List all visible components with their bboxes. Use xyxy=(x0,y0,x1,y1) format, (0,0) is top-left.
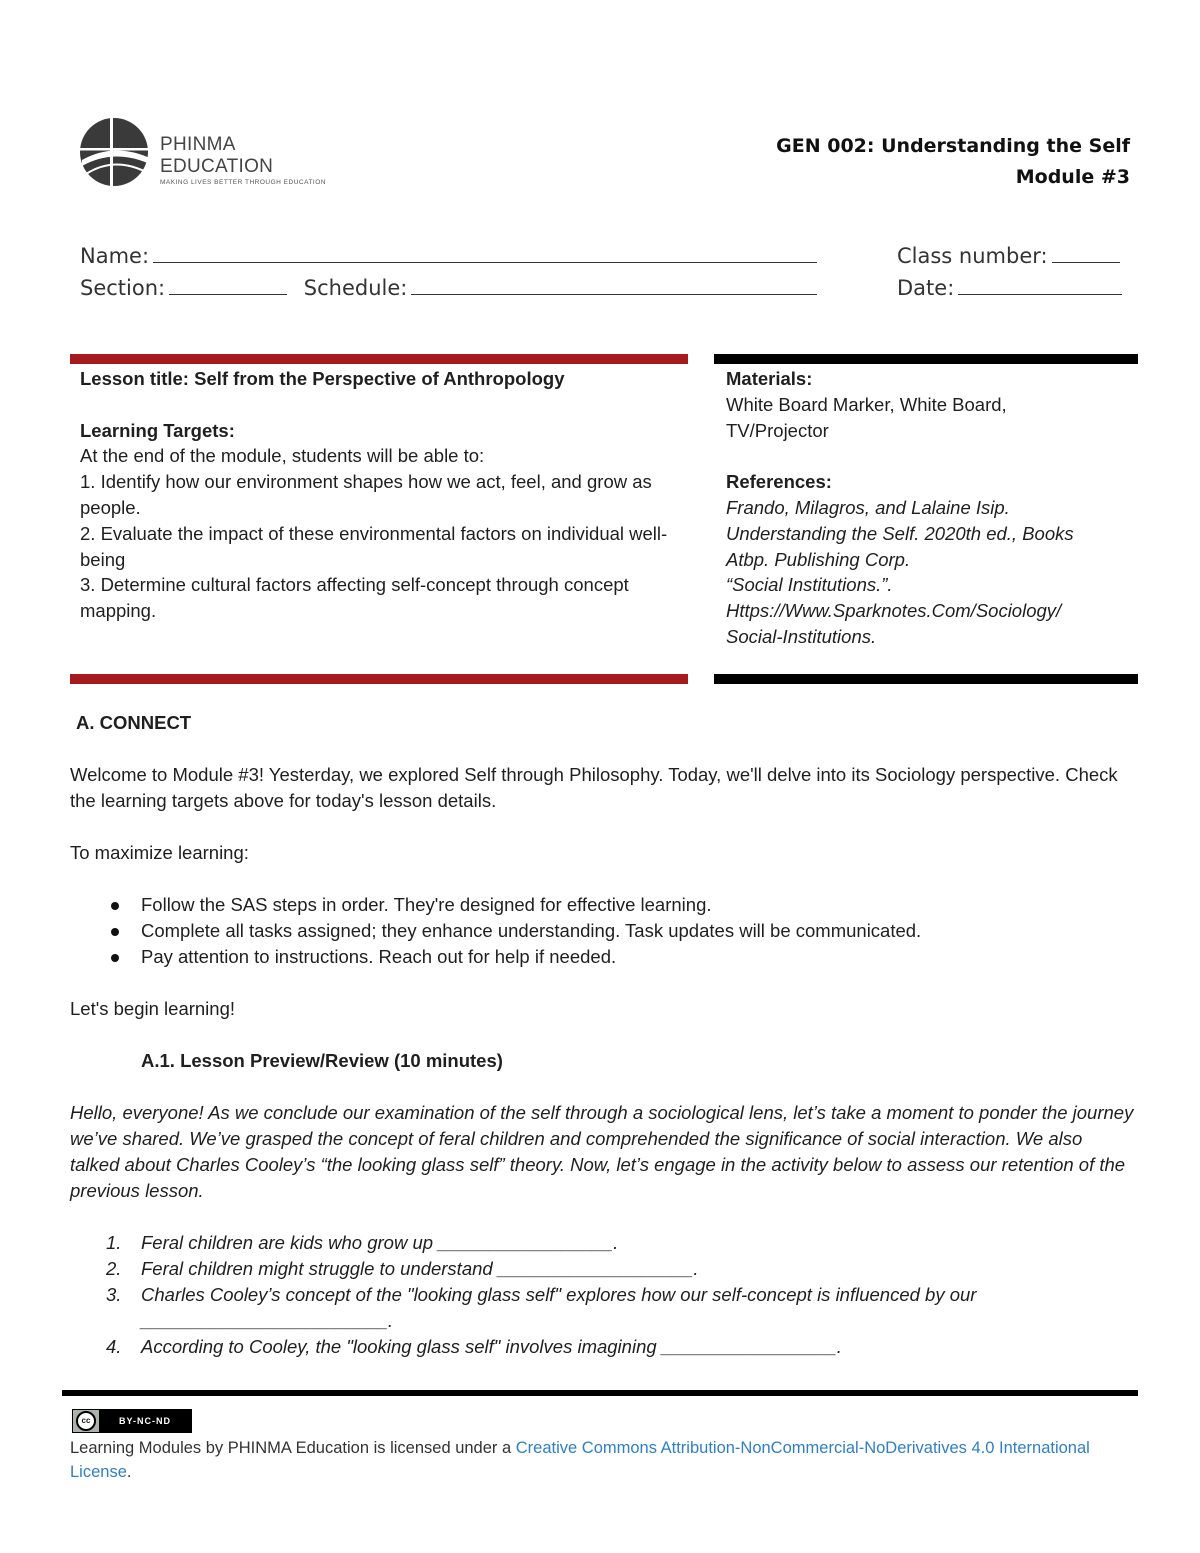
learning-target: 2. Evaluate the impact of these environmental factors on individual well-being xyxy=(80,522,668,570)
license-text xyxy=(70,1436,1150,1484)
module-number: Module #3 xyxy=(1015,166,1130,188)
cc-badge-label: BY-NC-ND xyxy=(99,1410,191,1432)
question-number: 4. xyxy=(106,1336,122,1357)
course-title: GEN 002: Understanding the Self xyxy=(776,135,1130,157)
reference-entry: “Social Institutions.”. Https://Www.Sparknotes.Com/Sociology/ Social-Institutions. xyxy=(726,574,1062,647)
schedule-label: Schedule: xyxy=(303,276,408,300)
cc-license-badge[interactable] xyxy=(72,1409,192,1433)
phinma-logo xyxy=(74,112,334,192)
logo-tagline: MAKING LIVES BETTER THROUGH EDUCATION xyxy=(160,179,326,186)
list-item: Follow the SAS steps in order. They're designed for effective learning. xyxy=(141,892,1150,918)
materials-list: White Board Marker, White Board, TV/Projector xyxy=(726,393,1007,441)
schedule-field[interactable] xyxy=(411,272,817,295)
question-number: 1. xyxy=(106,1232,122,1253)
question-item xyxy=(70,1282,1150,1334)
question-number: 2. xyxy=(106,1258,122,1279)
logo-name: PHINMA EDUCATION xyxy=(160,134,274,177)
materials-box xyxy=(726,366,1126,650)
question-text: Charles Cooley’s concept of the "looking glass self" explores how our self-concept is influenced by our ________________________. xyxy=(141,1284,977,1331)
student-info-form xyxy=(80,240,1132,304)
maximize-label: To maximize learning: xyxy=(70,842,249,863)
welcome-paragraph: Welcome to Module #3! Yesterday, we explored Self through Philosophy. Today, we'll delve into its Sociology perspective. Check the learning targets above for today's lesson details. xyxy=(70,764,1118,811)
course-header xyxy=(776,131,1130,193)
question-item xyxy=(70,1256,1150,1282)
section-label: Section: xyxy=(80,276,166,300)
learning-target: 3. Determine cultural factors affecting self-concept through concept mapping. xyxy=(80,574,629,622)
question-text: Feral children might struggle to understand ___________________. xyxy=(141,1258,699,1279)
date-label: Date: xyxy=(897,276,955,300)
name-label: Name: xyxy=(80,244,150,268)
reference-entry: Frando, Milagros, and Lalaine Isip. Understanding the Self. 2020th ed., Books Atbp. Publishing Corp. xyxy=(726,496,1074,570)
cc-icon: cc xyxy=(76,1411,96,1431)
references-label: References: xyxy=(726,471,832,493)
class-number-label: Class number: xyxy=(897,244,1048,268)
preview-heading: A.1. Lesson Preview/Review (10 minutes) xyxy=(141,1050,503,1071)
list-item: Complete all tasks assigned; they enhance understanding. Task updates will be communicated. xyxy=(141,918,1150,944)
form-row-2 xyxy=(80,272,1132,304)
materials-top-bar xyxy=(714,354,1138,364)
learning-targets-label: Learning Targets: xyxy=(80,419,235,441)
license-prefix: Learning Modules by PHINMA Education is licensed under a xyxy=(70,1439,516,1457)
section-field[interactable] xyxy=(169,272,287,295)
review-questions xyxy=(70,1230,1150,1360)
targets-intro: At the end of the module, students will be able to: xyxy=(80,445,485,467)
phinma-globe-icon xyxy=(74,112,154,192)
begin-text: Let's begin learning! xyxy=(70,998,236,1019)
materials-bottom-bar xyxy=(714,674,1138,684)
license-suffix: . xyxy=(126,1463,132,1481)
materials-label: Materials: xyxy=(726,368,813,389)
list-item: Pay attention to instructions. Reach out for help if needed. xyxy=(141,944,1150,970)
connect-heading: A. CONNECT xyxy=(76,712,192,733)
lesson-box xyxy=(80,366,680,624)
date-field[interactable] xyxy=(958,272,1122,295)
preview-paragraph: Hello, everyone! As we conclude our examination of the self through a sociological lens, let’s take a moment to ponder the journey we’ve shared. We’ve grasped the concept of feral children and comprehended the significance of social interaction. We also talked about Charles Cooley’s “the looking glass self” theory. Now, let’s engage in the activity below to assess our retention of the previous lesson. xyxy=(70,1102,1134,1201)
question-item xyxy=(70,1230,1150,1256)
lesson-bottom-bar xyxy=(70,674,688,684)
question-item xyxy=(70,1334,1150,1360)
footer-divider xyxy=(62,1390,1138,1396)
lesson-title: Lesson title: Self from the Perspective of Anthropology xyxy=(80,368,565,389)
license-link[interactable]: Creative Commons Attribution-NonCommercial-NoDerivatives 4.0 International License xyxy=(70,1439,1090,1481)
form-row-1 xyxy=(80,240,1132,272)
class-number-field[interactable] xyxy=(1052,240,1120,263)
lesson-top-bar xyxy=(70,354,688,364)
name-field[interactable] xyxy=(153,240,817,263)
tips-list xyxy=(70,892,1150,970)
question-number: 3. xyxy=(106,1284,122,1305)
connect-section xyxy=(70,710,1150,1360)
learning-target: 1. Identify how our environment shapes how we act, feel, and grow as people. xyxy=(80,471,652,518)
question-text: According to Cooley, the "looking glass self" involves imagining _________________. xyxy=(141,1336,842,1357)
question-text: Feral children are kids who grow up _________________. xyxy=(141,1232,619,1253)
